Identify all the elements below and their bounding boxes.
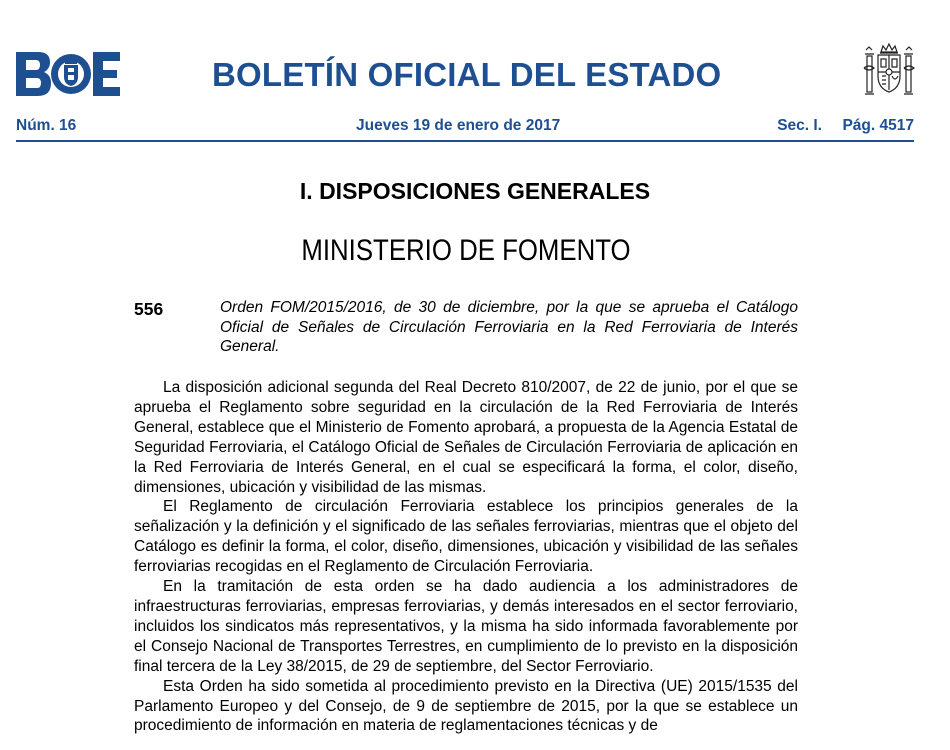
header-rule	[16, 140, 914, 142]
issue-number: Núm. 16	[16, 117, 77, 134]
paragraph: Esta Orden ha sido sometida al procedimiento previsto en la Directiva (UE) 2015/1535 del Parlamento Europeo y del Consejo, de 9 de septiembre de 2015, por la que se establece un procedimiento de información en materia de reglamentaciones técnicas y de	[134, 677, 798, 735]
document-number: 556	[134, 299, 164, 319]
paragraph: La disposición adicional segunda del Real Decreto 810/2007, de 22 de junio, por el que se aprueba el Reglamento sobre seguridad en la circulación de la Red Ferroviaria de Interés General, establece que el Ministerio de Fomento aprobará, a propuesta de la Agencia Estatal de Seguridad Ferroviaria, el Catálogo Oficial de Señales de Circulación Ferroviaria de aplicación en la Red Ferroviaria de Interés General, en el cual se especificará la forma, el color, diseño, dimensiones, ubicación y visibilidad de las mismas.	[134, 379, 798, 496]
document-summary: Orden FOM/2015/2016, de 30 de diciembre, por la que se aprueba el Catálogo Oficial de Señales de Circulación Ferroviaria en la Red Ferroviaria de Interés General.	[220, 299, 798, 356]
body-text	[134, 378, 798, 736]
section-title: I. DISPOSICIONES GENERALES	[299, 178, 651, 204]
issue-page-number: Pág. 4517	[842, 117, 914, 134]
paragraph: El Reglamento de circulación Ferroviaria establece los principios generales de la señalización y la definición y el significado de las señales ferroviarias, mientras que el objeto del Catálogo es definir la forma, el color, diseño, dimensiones, ubicación y visibilidad de las señales ferroviarias recogidas en el Reglamento de Circulación Ferroviaria.	[134, 498, 798, 576]
coat-of-arms-icon	[862, 42, 916, 100]
paragraph: En la tramitación de esta orden se ha dado audiencia a los administradores de infraestructuras ferroviarias, empresas ferroviarias, y demás interesados en el sector ferroviario, incluidos los sindicatos más representativos, y la misma ha sido informada favorablemente por el Consejo Nacional de Transportes Terrestres, en cumplimiento de lo previsto en la disposición final tercera de la Ley 38/2015, de 29 de septiembre, del Sector Ferroviario.	[134, 578, 798, 675]
issue-date: Jueves 19 de enero de 2017	[356, 117, 561, 134]
ministry-heading: MINISTERIO DE FOMENTO	[301, 234, 631, 267]
boe-logo-icon	[16, 52, 120, 96]
masthead-title: BOLETÍN OFICIAL DEL ESTADO	[212, 56, 722, 93]
issue-bar	[16, 117, 914, 137]
issue-section: Sec. I.	[777, 117, 822, 134]
